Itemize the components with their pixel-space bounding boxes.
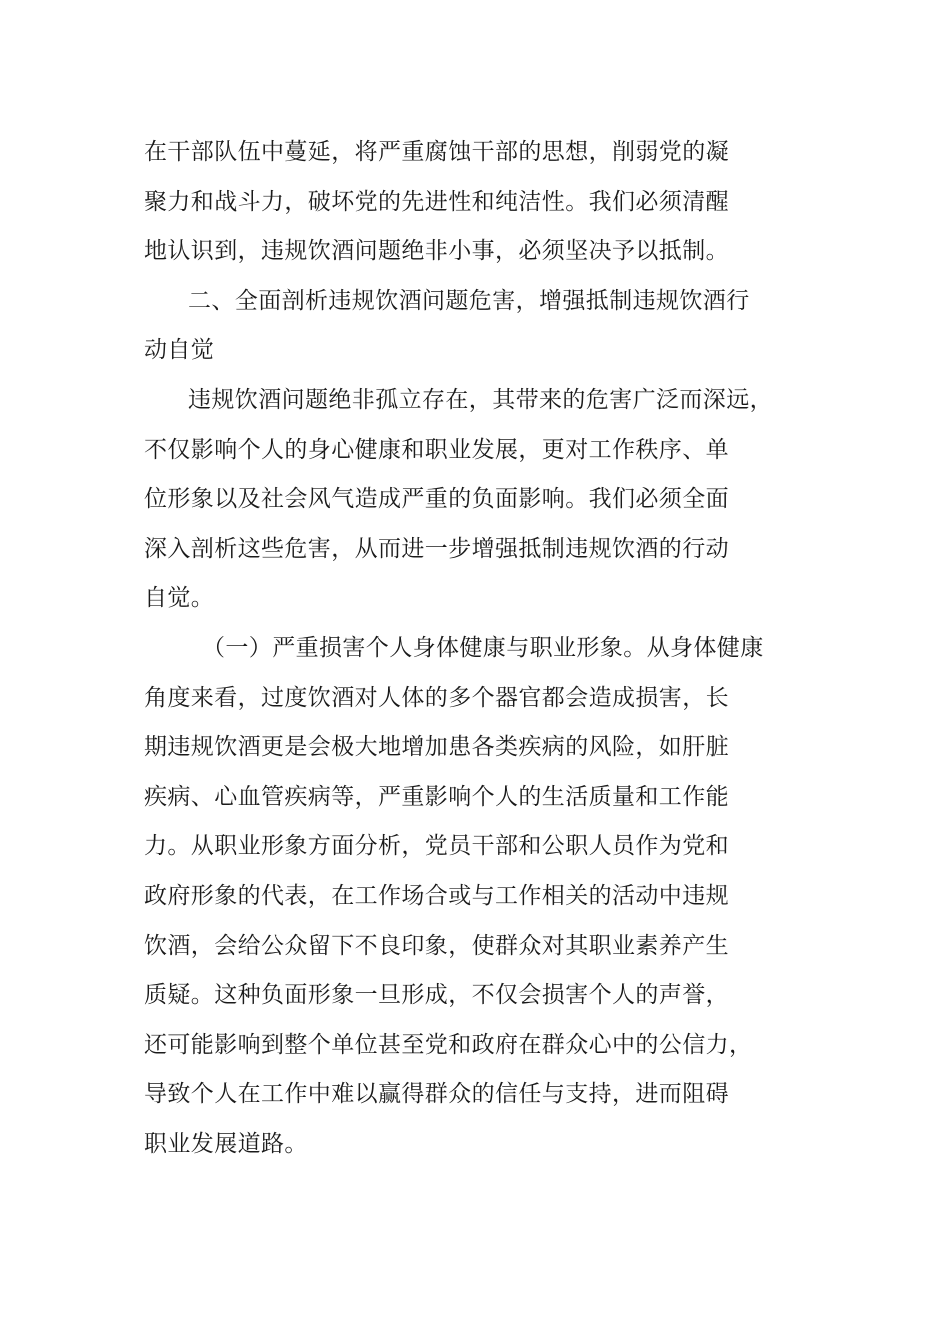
text-line: 饮酒，会给公众留下不良印象，使群众对其职业素养产生	[144, 932, 729, 959]
document-body	[144, 128, 824, 1169]
text-line: 自觉。	[144, 585, 215, 612]
text-line: 政府形象的代表，在工作场合或与工作相关的活动中违规	[144, 882, 729, 909]
text-line: 角度来看，过度饮酒对人体的多个器官都会造成损害，长	[144, 684, 729, 711]
text-line: 违规饮酒问题绝非孤立存在，其带来的危害广泛而深远，	[188, 386, 773, 413]
section-heading	[144, 277, 824, 376]
text-line: 疾病、心血管疾病等，严重影响个人的生活质量和工作能	[144, 783, 729, 810]
text-line: 地认识到，违规饮酒问题绝非小事，必须坚决予以抵制。	[144, 238, 729, 265]
text-line: 导致个人在工作中难以赢得群众的信任与支持，进而阻碍	[144, 1081, 729, 1108]
text-line: 还可能影响到整个单位甚至党和政府在群众心中的公信力，	[144, 1031, 753, 1058]
heading-line: 二、全面剖析违规饮酒问题危害，增强抵制违规饮酒行	[188, 287, 750, 314]
text-line: 不仅影响个人的身心健康和职业发展，更对工作秩序、单	[144, 436, 729, 463]
text-line: 深入剖析这些危害，从而进一步增强抵制违规饮酒的行动	[144, 535, 729, 562]
text-line: 聚力和战斗力，破坏党的先进性和纯洁性。我们必须清醒	[144, 188, 729, 215]
section-intro-paragraph	[144, 376, 824, 624]
text-line: 力。从职业形象方面分析，党员干部和公职人员作为党和	[144, 833, 729, 860]
text-line: （一）严重损害个人身体健康与职业形象。从身体健康	[202, 634, 764, 661]
text-line: 在干部队伍中蔓延，将严重腐蚀干部的思想，削弱党的凝	[144, 139, 729, 165]
subsection-one-paragraph	[144, 624, 824, 1170]
text-line: 质疑。这种负面形象一旦形成，不仅会损害个人的声誉，	[144, 982, 729, 1009]
text-line: 职业发展道路。	[144, 1130, 308, 1157]
heading-line: 动自觉	[144, 337, 215, 364]
text-line: 期违规饮酒更是会极大地增加患各类疾病的风险，如肝脏	[144, 734, 729, 761]
paragraph-continuation	[144, 128, 824, 277]
text-line: 位形象以及社会风气造成严重的负面影响。我们必须全面	[144, 486, 729, 513]
